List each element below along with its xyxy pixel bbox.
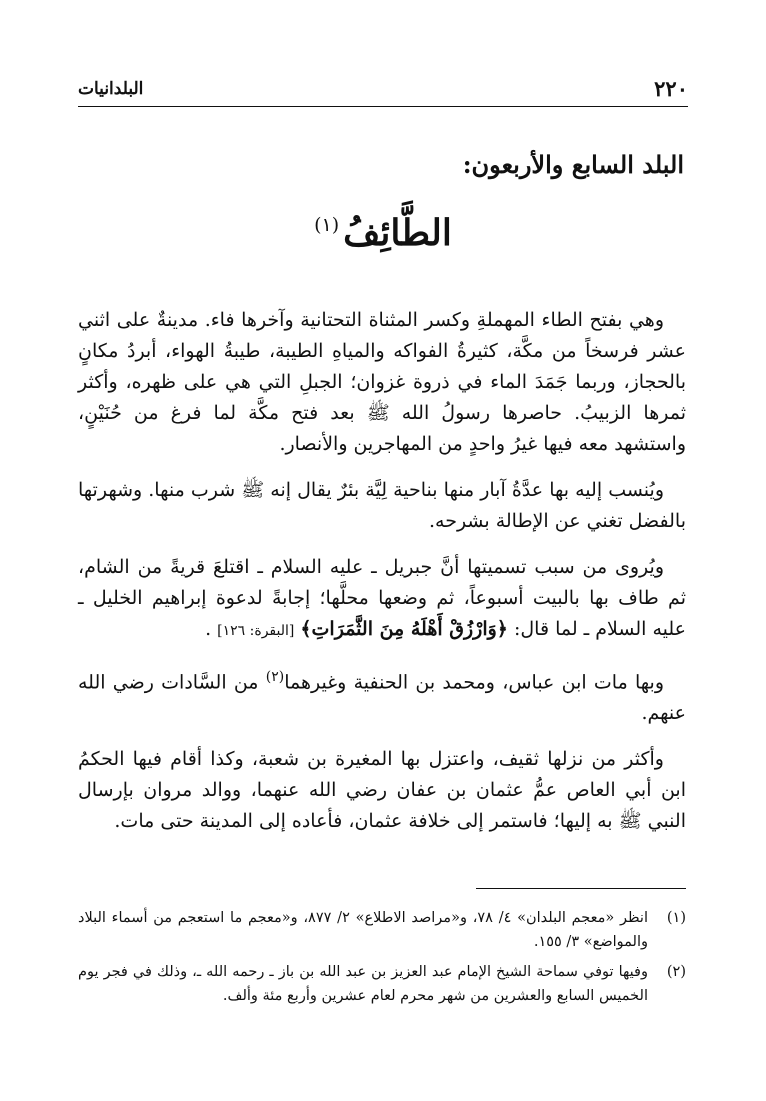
footnote — [78, 960, 686, 1008]
footnote — [78, 906, 686, 954]
footnote-marker: (٢) — [265, 669, 285, 685]
paragraph-text: ويُروى من سبب تسميتها أنَّ جبريل ـ عليه السلام ـ اقتلعَ قريةً من الشام، ثم طاف بها بالبيت أسبوعاً، ثم وضعها محلَّها؛ إجابةً لدعوة إبراهيم الخليل ـ عليه السلام ـ لما قال: — [78, 556, 686, 640]
section-heading: البلد السابع والأربعون: — [462, 150, 684, 179]
footnote-text: وفيها توفي سماحة الشيخ الإمام عبد العزيز بن عبد الله بن باز ـ رحمه الله ـ، وذلك في فجر يوم الخميس السابع والعشرين من شهر محرم لعام عشرين وأربع مئة وألف. — [78, 964, 648, 1004]
paragraph: وأكثر من نزلها ثقيف، واعتزل بها المغيرة بن شعبة، وكذا أقام فيها الحكمُ ابن أبي العاص عمُّ عثمان بن عفان رضي الله عنهما، ووالد مروان بإرسال النبي ﷺ به إليها؛ فاستمر إلى خلافة عثمان، فأعاده إلى المدينة حتى مات. — [78, 748, 686, 833]
paragraph: ويُنسب إليه بها عدَّةُ آبار منها بناحية لِيَّة بئرٌ يقال إنه ﷺ شرب منها. وشهرتها بالفضل تغني عن الإطالة بشرحه. — [78, 479, 686, 532]
paragraph — [78, 552, 686, 647]
paragraph-text: وبها مات ابن عباس، ومحمد بن الحنفية وغيرهما — [284, 671, 665, 694]
paragraph: وهي بفتح الطاء المهملةِ وكسر المثناة التحتانية وآخرها فاء. مدينةٌ على اثني عشر فرسخاً من مكَّة، كثيرةُ الفواكه والمياهِ الطيبة، طيبةُ الهواء، أبردُ مكانٍ بالحجاز، وربما جَمَدَ الماء في ذروة غزوان؛ الجبلِ التي هي على ظهره، وأكثر ثمرها الزبيبُ. حاصرها رسولُ الله ﷺ بعد فتح مكَّة لما فرغ من حُنَيْنٍ، واستشهد معه فيها غيرُ واحدٍ من المهاجرين والأنصار. — [78, 309, 686, 455]
footnote-divider — [476, 888, 686, 889]
footnote-number: (٢) — [666, 964, 686, 980]
paragraph-text: . — [205, 618, 218, 640]
chapter-title-text: الطَّائِفُ — [343, 212, 452, 254]
footnote-marker: (١) — [314, 214, 340, 236]
running-title: البلدانيات — [78, 79, 144, 99]
footnote-text: انظر «معجم البلدان» ٤/ ٧٨، و«مراصد الاطلاع» ٢/ ٨٧٧، و«معجم ما استعجم من أسماء البلاد والمواضع» ٣/ ١٥٥. — [78, 910, 648, 950]
paragraph — [78, 662, 686, 729]
page-number: ٢٢٠ — [654, 76, 688, 101]
verse-reference: [البقرة: ١٢٦] — [217, 623, 295, 639]
body-text — [78, 305, 686, 852]
footnote-number: (١) — [666, 910, 686, 926]
page-header — [78, 70, 688, 107]
quran-verse: ﴿وَارْزُقْ أَهْلَهُ مِنَ الثَّمَرَاتِ﴾ — [300, 618, 508, 640]
footnotes — [78, 906, 686, 1014]
paragraph-text: من السَّادات رضي الله عنهم. — [78, 671, 686, 725]
chapter-title — [0, 212, 766, 254]
